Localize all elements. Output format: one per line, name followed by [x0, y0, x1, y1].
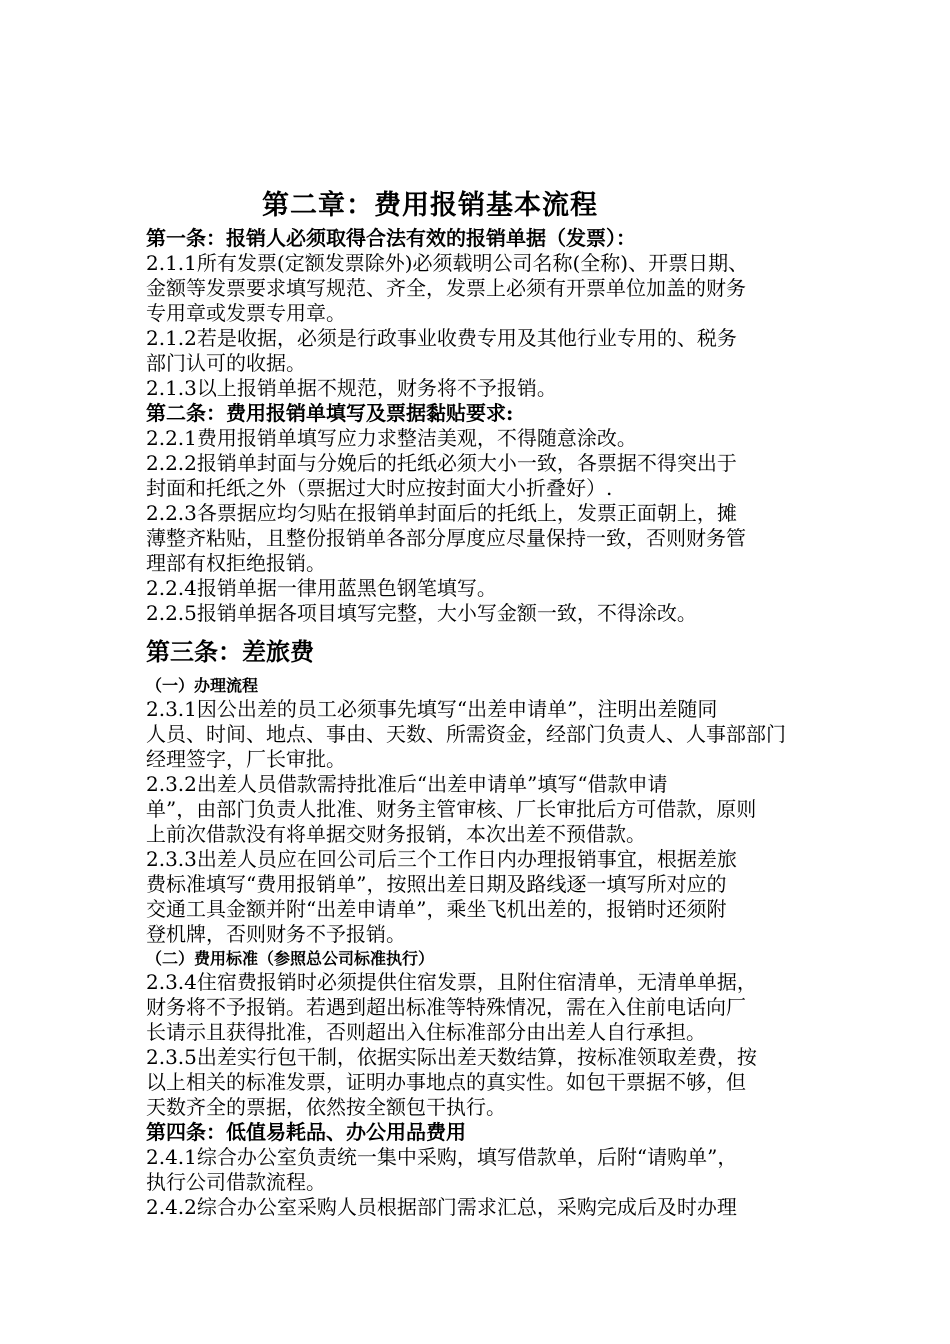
article-3-sub-standard: （二）费用标准（参照总公司标准执行） [146, 949, 435, 968]
paragraph-2-3-2: 2.3.2出差人员借款需持批准后“出差申请单”填写“借款申请 单”，由部门负责人批准、财务主管审核、厂长审批后方可借款，原则 上前次借款没有将单据交财务报销，本次出差不预借款。 [146, 772, 757, 846]
paragraph-2-4-1: 2.4.1综合办公室负责统一集中采购，填写借款单，后附“请购单”， 执行公司借款流程。 [146, 1145, 738, 1194]
article-4-heading: 第四条：低值易耗品、办公用品费用 [146, 1120, 466, 1144]
paragraph-2-3-4: 2.3.4住宿费报销时必须提供住宿发票，且附住宿清单，无清单单据， 财务将不予报销。若遇到超出标准等特殊情况，需在入住前电话向厂 长请示且获得批准，否则超出入住标准部分由出差人自行承担。 [146, 970, 757, 1044]
paragraph-2-3-1: 2.3.1因公出差的员工必须事先填写“出差申请单”，注明出差随同 人员、时间、地点、事由、天数、所需资金，经部门负责人、人事部部门 经理签字，厂长审批。 [146, 697, 786, 771]
paragraph-2-1-2: 2.1.2若是收据，必须是行政事业收费专用及其他行业专用的、税务 部门认可的收据。 [146, 326, 737, 375]
article-3-sub-process: （一）办理流程 [146, 676, 259, 695]
paragraph-2-2-3: 2.2.3各票据应均匀贴在报销单封面后的托纸上，发票正面朝上，摊 薄整齐粘贴，且整份报销单各部分厚度应尽量保持一致，否则财务管 理部有权拒绝报销。 [146, 501, 746, 575]
article-3-heading: 第三条：差旅费 [146, 637, 314, 666]
chapter-title: 第二章：费用报销基本流程 [262, 190, 598, 221]
paragraph-2-4-2: 2.4.2综合办公室采购人员根据部门需求汇总，采购完成后及时办理 [146, 1195, 737, 1219]
paragraph-2-2-1: 2.2.1费用报销单填写应力求整洁美观，不得随意涂改。 [146, 426, 637, 450]
paragraph-2-3-5: 2.3.5出差实行包干制，依据实际出差天数结算，按标准领取差费，按 以上相关的标准发票，证明办事地点的真实性。如包干票据不够，但 天数齐全的票据，依然按全额包干执行。 [146, 1045, 757, 1119]
paragraph-2-3-3: 2.3.3出差人员应在回公司后三个工作日内办理报销事宜，根据差旅 费标准填写“费用报销单”，按照出差日期及路线逐一填写所对应的 交通工具金额并附“出差申请单”，乘坐飞机出差的，报销时还须附 登机牌，否则财务不予报销。 [146, 847, 737, 946]
paragraph-2-2-2: 2.2.2报销单封面与分娩后的托纸必须大小一致，各票据不得突出于 封面和托纸之外（票据过大时应按封面大小折叠好）. [146, 451, 737, 500]
article-1-heading: 第一条：报销人必须取得合法有效的报销单据（发票）： [146, 226, 636, 250]
document-body [146, 226, 826, 1220]
paragraph-2-1-3: 2.1.3以上报销单据不规范，财务将不予报销。 [146, 376, 557, 400]
paragraph-2-2-5: 2.2.5报销单据各项目填写完整，大小写金额一致，不得涂改。 [146, 601, 697, 625]
paragraph-2-1-1: 2.1.1所有发票(定额发票除外)必须载明公司名称(全称)、开票日期、 金额等发票要求填写规范、齐全，发票上必须有开票单位加盖的财务 专用章或发票专用章。 [146, 251, 749, 325]
paragraph-2-2-4: 2.2.4报销单据一律用蓝黑色钢笔填写。 [146, 576, 497, 600]
article-2-heading: 第二条：费用报销单填写及票据黏贴要求: [146, 401, 514, 425]
